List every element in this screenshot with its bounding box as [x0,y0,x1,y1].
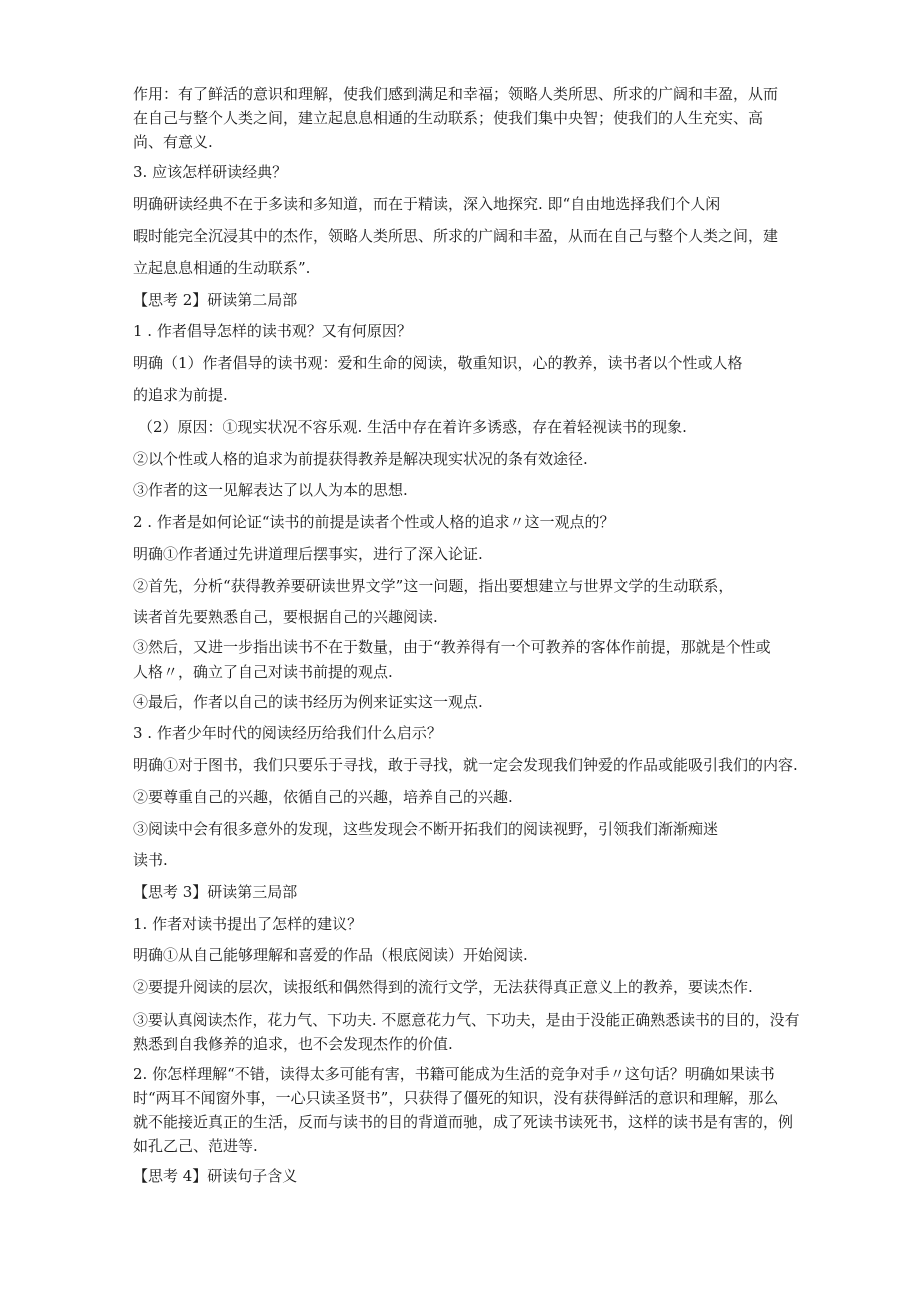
section-heading: 【思考 3】研读第三局部 [133,883,298,901]
text-line: 立起息息相通的生动联系”. [133,259,311,277]
question-heading: 1 . 作者倡导怎样的读书观？又有何原因？ [133,322,412,340]
text-line: ③阅读中会有很多意外的发现，这些发现会不断开拓我们的阅读视野，引领我们渐渐痴迷 [133,820,719,838]
text-line: ③作者的这一见解表达了以人为本的思想. [133,481,408,499]
text-line: 人格〃，确立了自己对读书前提的观点. [133,663,393,681]
text-line: 2. 你怎样理解“不错，读得太多可能有害，书籍可能成为生活的竞争对手〃这句话？明确如果读书 [133,1065,775,1083]
text-line: ④最后，作者以自己的读书经历为例来证实这一观点. [133,693,483,711]
text-line: 明确研读经典不在于多读和多知道，而在于精读，深入地探究. 即“自由地选择我们个人闲 [133,195,721,213]
text-line: 就不能接近真正的生活，反而与读书的目的背道而驰，成了死读书读死书，这样的读书是有害的，例 [133,1113,794,1131]
text-line: ②以个性或人格的追求为前提获得教养是解决现实状况的条有效途径. [133,450,588,468]
question-heading: 2 . 作者是如何论证“读书的前提是读者个性或人格的追求〃这一观点的？ [133,513,615,531]
text-line: 作用：有了鲜活的意识和理解，使我们感到满足和幸福；领略人类所思、所求的广阔和丰盈，从而 [133,85,779,103]
text-line: 明确①从自己能够理解和喜爱的作品（根底阅读）开始阅读. [133,946,528,964]
text-line: 熟悉到自我修养的追求，也不会发现杰作的价值. [133,1035,453,1053]
text-line: 如孔乙己、范进等. [133,1137,258,1155]
text-line: ②要尊重自己的兴趣，依循自己的兴趣，培养自己的兴趣. [133,788,513,806]
text-line: ③然后，又进一步指出读书不在于数量，由于“教养得有一个可教养的客体作前提，那就是个性或 [133,638,771,656]
text-line: ②首先，分析“获得教养要研读世界文学”这一问题，指出要想建立与世界文学的生动联系， [133,577,734,595]
text-line: ③要认真阅读杰作，花力气、下功夫. 不愿意花力气、下功夫，是由于没能正确熟悉读书的目的，没有 [133,1011,800,1029]
question-heading: 1. 作者对读书提出了怎样的建议？ [133,915,363,933]
text-line: 暇时能完全沉浸其中的杰作，领略人类所思、所求的广阔和丰盈，从而在自己与整个人类之间，建 [133,227,779,245]
text-line: 尚、有意义. [133,133,213,151]
section-heading: 【思考 4】研读句子含义 [133,1167,298,1185]
text-line: ②要提升阅读的层次，读报纸和偶然得到的流行文学，无法获得真正意义上的教养，要读杰作. [133,978,753,996]
text-line: 在自己与整个人类之间，建立起息息相通的生动联系；使我们集中央智；使我们的人生充实、高 [133,109,764,127]
text-line: 明确①对于图书，我们只要乐于寻找，敢于寻找，就一定会发现我们钟爱的作品或能吸引我们的内容. [133,756,798,774]
text-line: 读者首先要熟悉自己，要根据自己的兴趣阅读. [133,608,438,626]
text-line: 明确①作者通过先讲道理后摆事实，进行了深入论证. [133,545,483,563]
text-line: 的追求为前提. [133,386,228,404]
question-heading: 3. 应该怎样研读经典？ [133,163,288,181]
text-line: 时“两耳不闻窗外事，一心只读圣贤书”，只获得了僵死的知识，没有获得鲜活的意识和理解，那么 [133,1089,779,1107]
text-line: 读书. [133,851,168,869]
text-line: 明确（1）作者倡导的读书观：爱和生命的阅读，敬重知识，心的教养，读书者以个性或人格 [133,354,743,372]
section-heading: 【思考 2】研读第二局部 [133,291,298,309]
text-line: （2）原因：①现实状况不容乐观. 生活中存在着许多诱惑，存在着轻视读书的现象. [138,418,687,436]
question-heading: 3 . 作者少年时代的阅读经历给我们什么启示？ [133,724,442,742]
